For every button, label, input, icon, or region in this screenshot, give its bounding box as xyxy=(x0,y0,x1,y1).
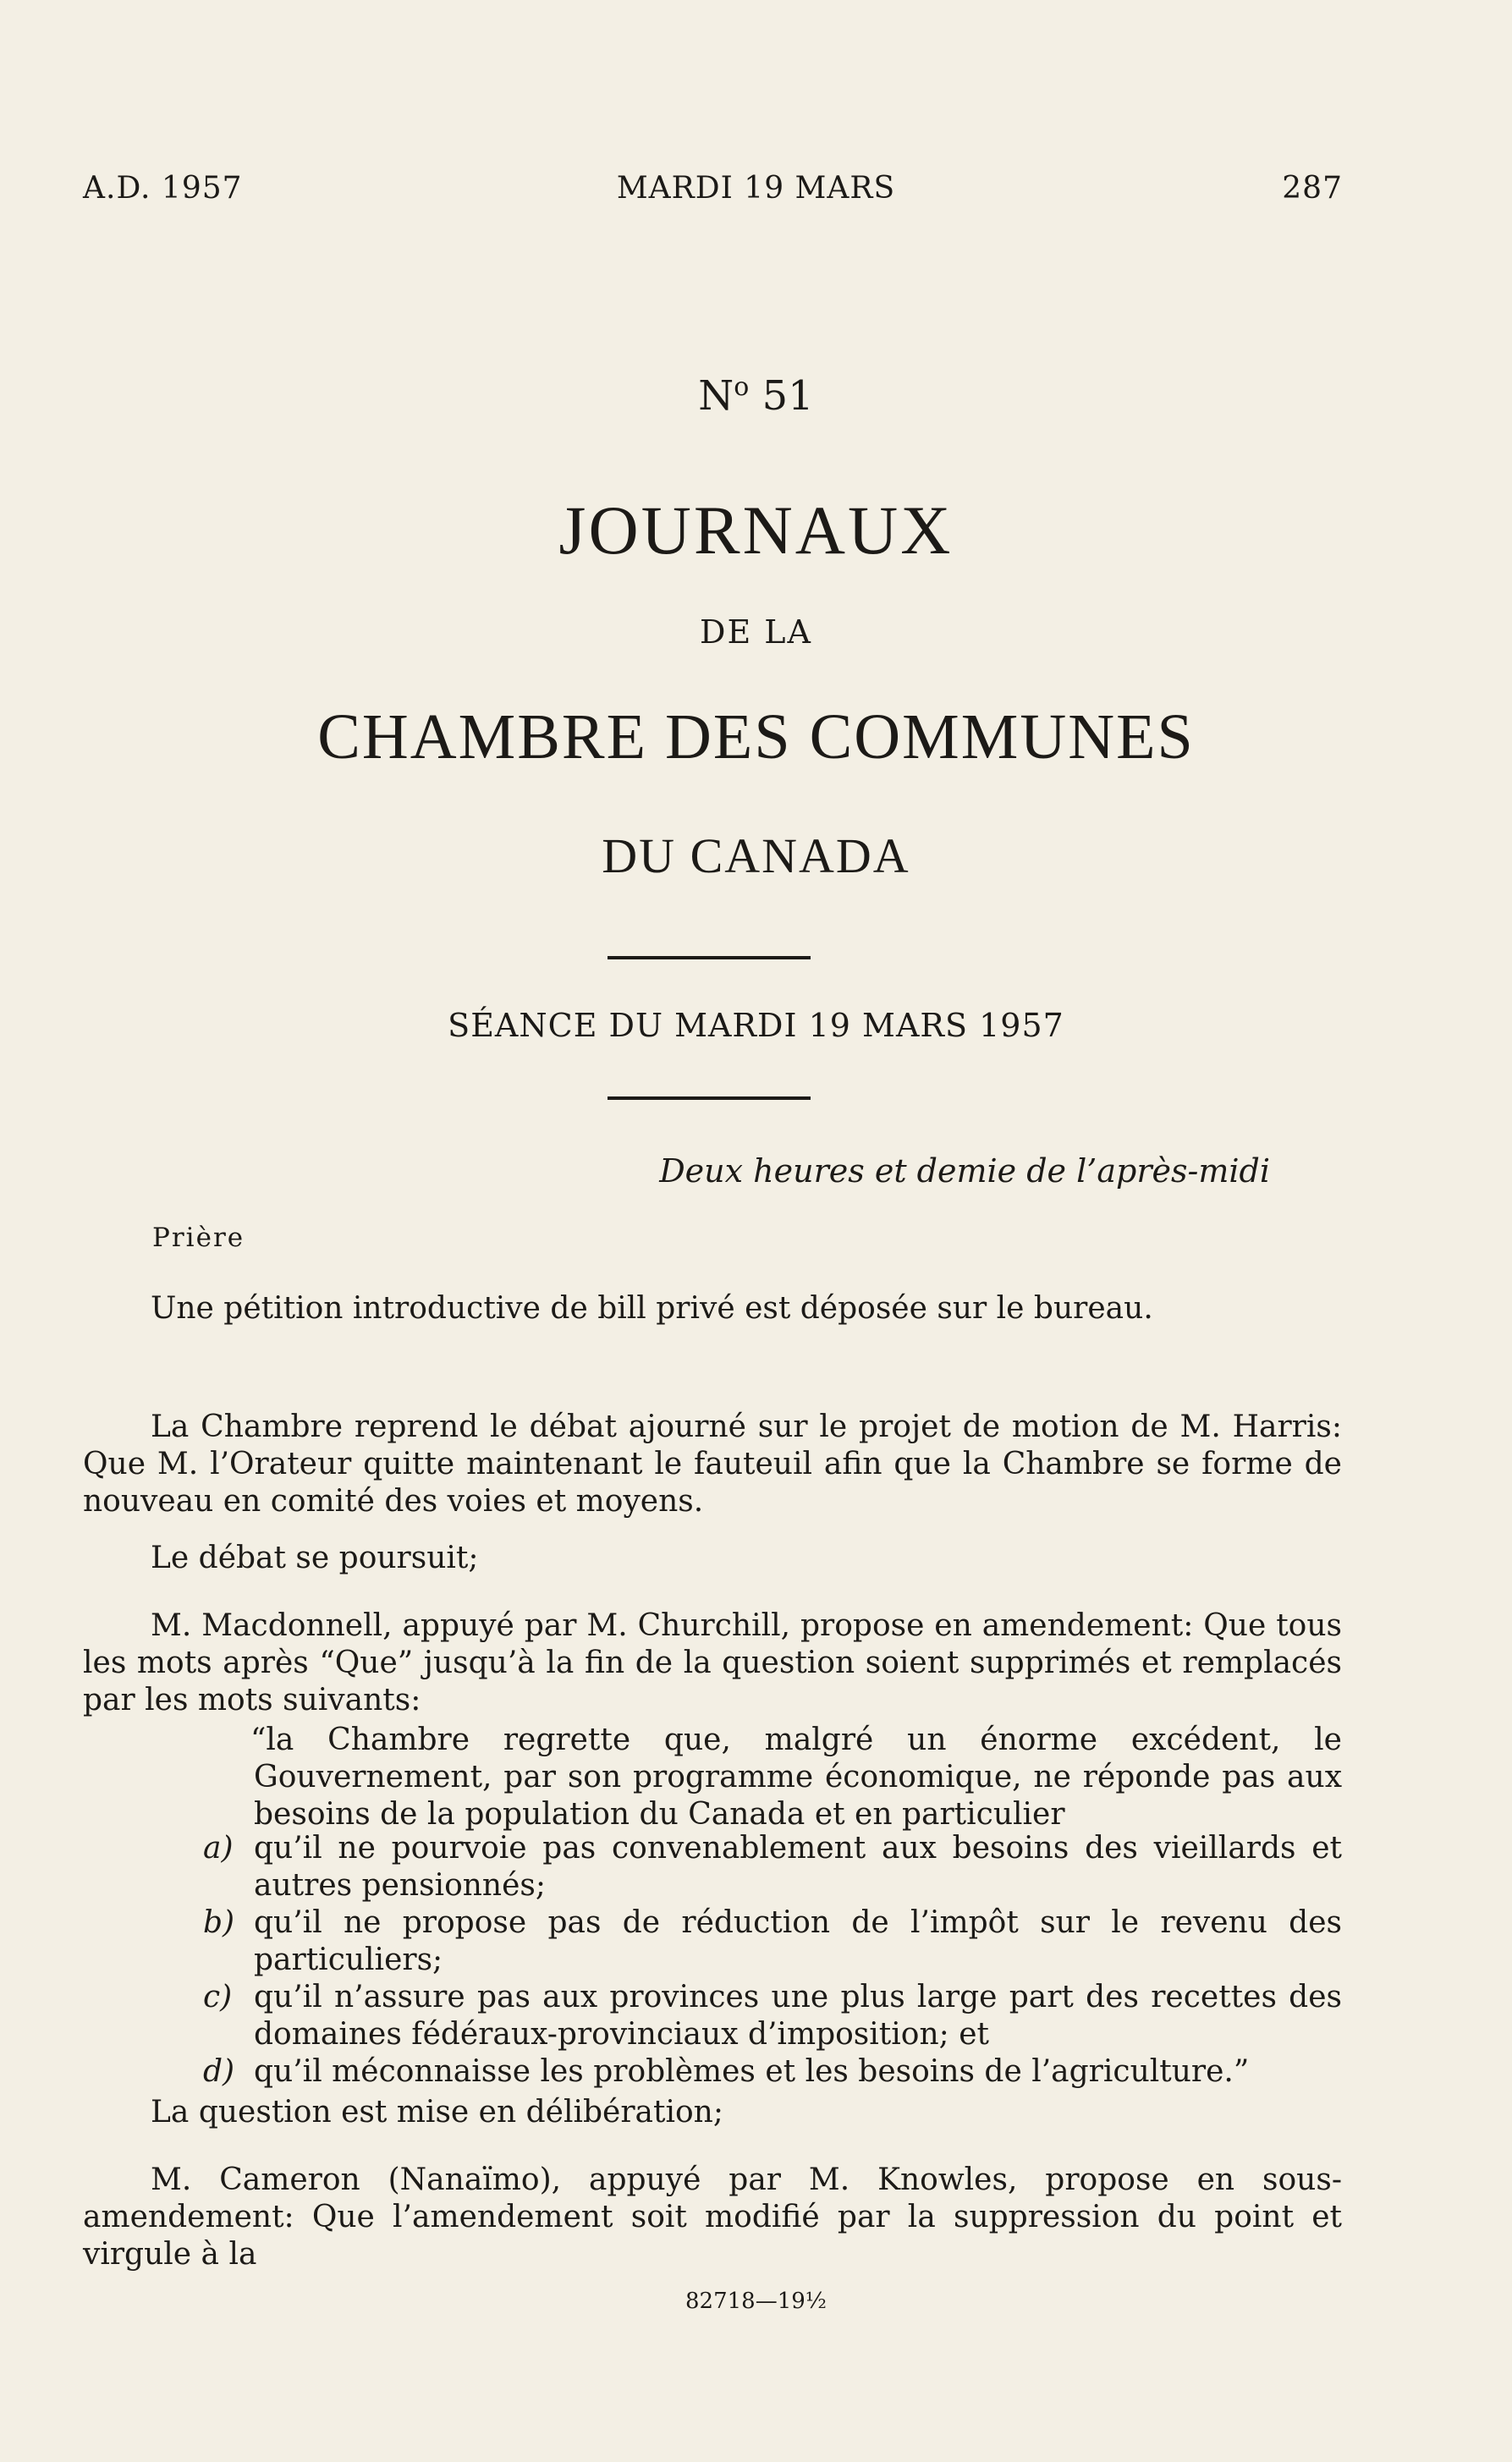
amendment-item xyxy=(203,1979,1342,2053)
journal-title: JOURNAUX xyxy=(558,492,954,569)
sitting-time: Deux heures et demie de l’après-midi xyxy=(659,1152,1270,1190)
question-text: La question est mise en délibération; xyxy=(151,2095,723,2130)
debate-continues-text: Le débat se poursuit; xyxy=(151,1541,479,1575)
country-name: DU CANADA xyxy=(602,828,910,883)
amendment-quote-text: “la Chambre regrette que, malgré un énorme excédent, le Gouvernement, par son programme économique, ne réponde pas aux besoins de la population du Canada et en particulier xyxy=(250,1723,1342,1832)
printer-code: 82718—19½ xyxy=(685,2289,827,2314)
petition-paragraph xyxy=(83,1290,1342,1327)
item-label: c) xyxy=(203,1980,233,2014)
amendment-text: M. Macdonnell, appuyé par M. Churchill, propose en amendement: Que tous les mots après “Que” jusqu’à la fin de la question soient supprimés et remplacés par les mots suivants: xyxy=(83,1608,1342,1717)
amendment-item xyxy=(203,1830,1342,1904)
amendment-items xyxy=(203,1830,1342,2091)
amendment-paragraph xyxy=(83,1607,1342,1719)
header-year: A.D. 1957 xyxy=(83,171,243,206)
sitting-heading: SÉANCE DU MARDI 19 MARS 1957 xyxy=(448,1007,1064,1044)
subamendment-text: M. Cameron (Nanaïmo), appuyé par M. Knowles, propose en sous-amendement: Que l’amendement soit modifié par la suppression du point et virgule à la xyxy=(83,2162,1342,2272)
house-name: CHAMBRE DES COMMUNES xyxy=(317,701,1195,772)
item-label: a) xyxy=(203,1831,234,1866)
issue-number-sup: o xyxy=(734,372,750,402)
issue-number-value: 51 xyxy=(761,372,814,420)
priere-heading: Prière xyxy=(152,1223,245,1253)
issue-number-prefix: N xyxy=(698,372,734,420)
item-text: qu’il n’assure pas aux provinces une plus large part des recettes des domaines fédéraux-provinciaux d’imposition; et xyxy=(254,1980,1342,2052)
question-paragraph xyxy=(83,2094,1342,2131)
item-label: d) xyxy=(203,2054,235,2089)
issue-number xyxy=(0,372,1512,420)
divider-top xyxy=(608,956,811,959)
debate-resumed-text: La Chambre reprend le débat ajourné sur le projet de motion de M. Harris: Que M. l’Orateur quitte maintenant le fauteuil afin que la Chambre se forme de nouveau en comité des voies et moyens. xyxy=(83,1410,1342,1519)
item-text: qu’il ne propose pas de réduction de l’impôt sur le revenu des particuliers; xyxy=(254,1905,1342,1977)
amendment-item xyxy=(203,2053,1342,2091)
journal-subtitle-de-la: DE LA xyxy=(700,613,812,651)
amendment-quote xyxy=(250,1722,1342,1833)
item-text: qu’il méconnaisse les problèmes et les besoins de l’agriculture.” xyxy=(254,2054,1250,2089)
item-text: qu’il ne pourvoie pas convenablement aux besoins des vieillards et autres pensionnés; xyxy=(254,1831,1342,1903)
page-number: 287 xyxy=(1282,171,1343,206)
petition-text: Une pétition introductive de bill privé est déposée sur le bureau. xyxy=(151,1291,1153,1326)
amendment-item xyxy=(203,1904,1342,1979)
debate-resumed-paragraph xyxy=(83,1409,1342,1520)
item-label: b) xyxy=(203,1905,235,1940)
divider-bottom xyxy=(608,1096,811,1100)
subamendment-paragraph xyxy=(83,2162,1342,2273)
debate-continues-paragraph xyxy=(83,1540,1342,1577)
header-date: MARDI 19 MARS xyxy=(616,171,896,206)
